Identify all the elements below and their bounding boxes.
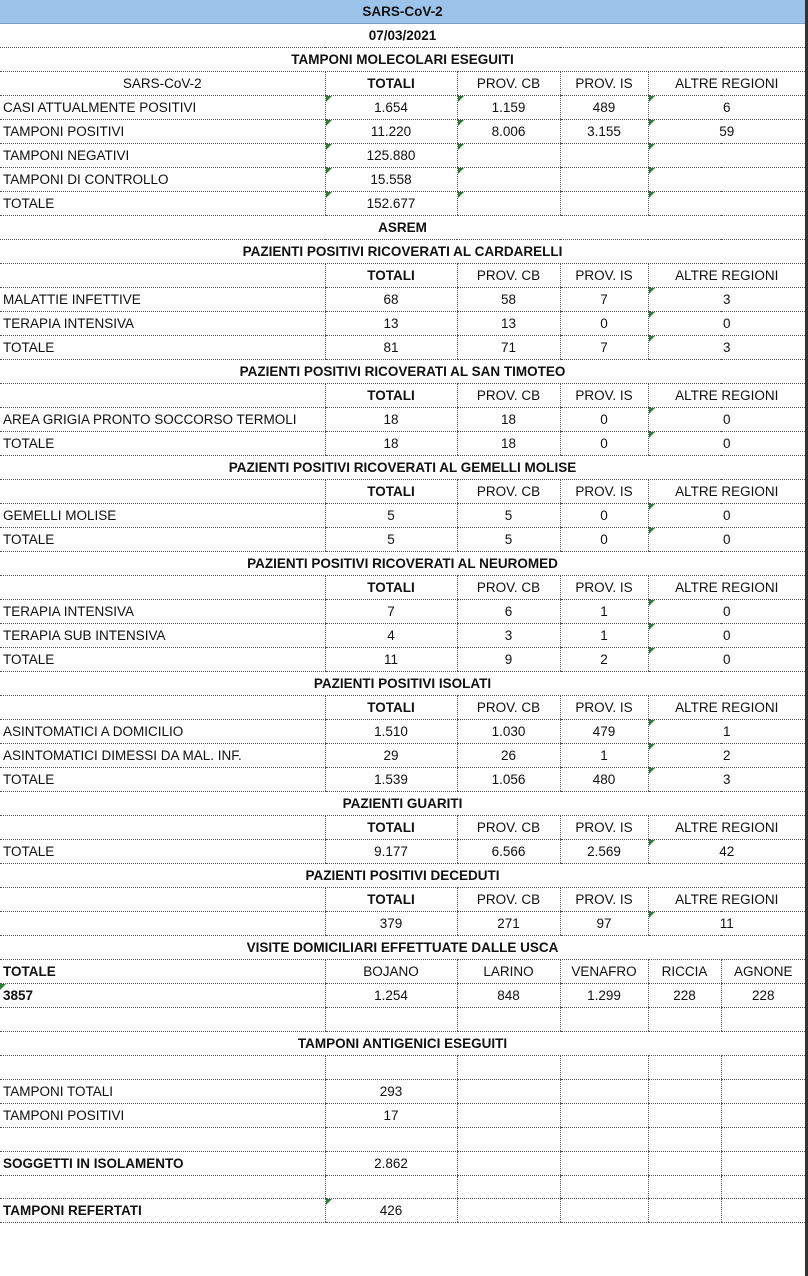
molecular-section-title-cell[interactable]: TAMPONI MOLECOLARI ESEGUITI [0, 48, 805, 72]
empty-cell[interactable] [648, 1008, 721, 1032]
empty-cell[interactable] [721, 1199, 805, 1223]
empty-cell[interactable] [0, 1008, 325, 1032]
gemelli-section-title [0, 456, 805, 480]
empty-cell[interactable] [721, 1175, 805, 1199]
isolati-header-row [0, 696, 805, 720]
row-value[interactable] [457, 168, 560, 192]
usca-section-title-cell[interactable]: VISITE DOMICILIARI EFFETTUATE DALLE USCA [0, 936, 805, 960]
molecular-header-row [0, 72, 805, 96]
usca-header-cell[interactable]: TOTALE [0, 960, 325, 984]
row-label[interactable]: TAMPONI TOTALI [0, 1079, 325, 1103]
row-value[interactable]: 125.880 [325, 144, 457, 168]
row-value[interactable]: 3.155 [560, 120, 648, 144]
row-value[interactable]: 11.220 [325, 120, 457, 144]
table-row [0, 120, 805, 144]
guariti-header-cell[interactable]: TOTALI [325, 816, 457, 840]
usca-row [0, 984, 805, 1008]
table-row [0, 528, 805, 552]
isolati-header-cell[interactable]: PROV. IS [560, 696, 648, 720]
neuromed-header-cell[interactable] [0, 576, 325, 600]
row-value[interactable]: 1 [648, 720, 805, 744]
deceduti-header-row [0, 888, 805, 912]
empty-cell[interactable] [560, 1056, 648, 1080]
empty-cell[interactable] [560, 1175, 648, 1199]
row-value[interactable]: 3 [648, 336, 805, 360]
empty-cell[interactable] [560, 1079, 648, 1103]
empty-cell[interactable] [325, 1008, 457, 1032]
empty-cell[interactable] [457, 1079, 560, 1103]
timoteo-header-cell[interactable]: PROV. CB [457, 384, 560, 408]
row-label[interactable]: TAMPONI POSITIVI [0, 120, 325, 144]
empty-cell[interactable] [457, 1008, 560, 1032]
usca-header-row [0, 960, 805, 984]
report-date [0, 24, 805, 48]
row-value[interactable]: 5 [325, 528, 457, 552]
guariti-header-cell[interactable] [0, 816, 325, 840]
row-value[interactable]: 0 [648, 624, 805, 648]
empty-cell[interactable] [648, 1199, 721, 1223]
usca-section-title [0, 936, 805, 960]
gemelli-header-row [0, 480, 805, 504]
cardarelli-header-cell[interactable] [0, 264, 325, 288]
row-value[interactable]: 5 [457, 504, 560, 528]
empty-cell[interactable] [648, 1175, 721, 1199]
table-row [0, 96, 805, 120]
table-row [0, 600, 805, 624]
row-value[interactable] [457, 192, 560, 216]
row-value[interactable]: 1.539 [325, 768, 457, 792]
asrem-title-cell[interactable]: ASREM [0, 216, 805, 240]
neuromed-header-cell[interactable]: TOTALI [325, 576, 457, 600]
row-value[interactable]: 7 [560, 336, 648, 360]
table-row [0, 288, 805, 312]
row-value[interactable]: 71 [457, 336, 560, 360]
row-value[interactable]: 6 [648, 96, 805, 120]
row-value[interactable]: 479 [560, 720, 648, 744]
empty-row [0, 1127, 805, 1151]
deceduti-header-cell[interactable]: PROV. CB [457, 888, 560, 912]
row-value[interactable]: 293 [325, 1079, 457, 1103]
row-value[interactable]: 13 [457, 312, 560, 336]
row-value[interactable]: 848 [457, 984, 560, 1008]
row-value[interactable]: 17 [325, 1103, 457, 1127]
isolati-header-cell[interactable]: PROV. CB [457, 696, 560, 720]
timoteo-header-cell[interactable] [0, 384, 325, 408]
empty-cell[interactable] [560, 1151, 648, 1175]
row-value[interactable]: 4 [325, 624, 457, 648]
row-value[interactable]: 1.254 [325, 984, 457, 1008]
row-value[interactable]: 3 [457, 624, 560, 648]
deceduti-header-cell[interactable]: PROV. IS [560, 888, 648, 912]
table-row [0, 408, 805, 432]
molecular-header-cell[interactable]: PROV. CB [457, 72, 560, 96]
cardarelli-section-title-cell[interactable]: PAZIENTI POSITIVI RICOVERATI AL CARDARELLI [0, 240, 805, 264]
row-value[interactable]: 1.510 [325, 720, 457, 744]
empty-row [0, 1008, 805, 1032]
cardarelli-header-cell[interactable]: PROV. IS [560, 264, 648, 288]
timoteo-header-row [0, 384, 805, 408]
molecular-header-cell[interactable]: PROV. IS [560, 72, 648, 96]
table-row [0, 336, 805, 360]
table-row [0, 1199, 805, 1223]
empty-cell[interactable] [0, 1056, 325, 1080]
row-value[interactable]: 0 [648, 528, 805, 552]
neuromed-header-row [0, 576, 805, 600]
table-row [0, 840, 805, 864]
row-value[interactable]: 271 [457, 912, 560, 936]
row-value[interactable]: 59 [648, 120, 805, 144]
row-value[interactable]: 0 [648, 504, 805, 528]
empty-cell[interactable] [0, 1175, 325, 1199]
row-label[interactable]: ASINTOMATICI A DOMICILIO [0, 720, 325, 744]
row-label[interactable]: TAMPONI POSITIVI [0, 1103, 325, 1127]
table-row [0, 312, 805, 336]
timoteo-header-cell[interactable]: TOTALI [325, 384, 457, 408]
row-label[interactable]: AREA GRIGIA PRONTO SOCCORSO TERMOLI [0, 408, 325, 432]
empty-cell[interactable] [648, 1056, 721, 1080]
neuromed-section-title [0, 552, 805, 576]
row-value[interactable]: 9 [457, 648, 560, 672]
gemelli-header-cell[interactable] [0, 480, 325, 504]
gemelli-section-title-cell[interactable]: PAZIENTI POSITIVI RICOVERATI AL GEMELLI MOLISE [0, 456, 805, 480]
cardarelli-header-row [0, 264, 805, 288]
guariti-section-title-cell[interactable]: PAZIENTI GUARITI [0, 792, 805, 816]
row-label[interactable]: TERAPIA SUB INTENSIVA [0, 624, 325, 648]
row-value[interactable]: 5 [457, 528, 560, 552]
row-value[interactable]: 7 [325, 600, 457, 624]
usca-header-cell[interactable]: VENAFRO [560, 960, 648, 984]
row-value[interactable] [648, 144, 805, 168]
row-value[interactable]: 1 [560, 624, 648, 648]
row-value[interactable]: 489 [560, 96, 648, 120]
asrem-title [0, 216, 805, 240]
timoteo-section-title [0, 360, 805, 384]
report-date-cell[interactable]: 07/03/2021 [0, 24, 805, 48]
empty-cell[interactable] [457, 1175, 560, 1199]
empty-cell[interactable] [721, 1079, 805, 1103]
row-label[interactable]: TERAPIA INTENSIVA [0, 312, 325, 336]
empty-cell[interactable] [648, 1079, 721, 1103]
row-label[interactable]: TOTALE [0, 768, 325, 792]
row-value[interactable]: 0 [560, 408, 648, 432]
row-value[interactable] [560, 192, 648, 216]
row-value[interactable]: 2.569 [560, 840, 648, 864]
row-value[interactable]: 0 [560, 528, 648, 552]
usca-header-cell[interactable]: RICCIA [648, 960, 721, 984]
row-label[interactable]: TOTALE [0, 432, 325, 456]
row-value[interactable]: 228 [648, 984, 721, 1008]
cardarelli-section-title [0, 240, 805, 264]
gemelli-header-cell[interactable]: ALTRE REGIONI [648, 480, 805, 504]
empty-cell[interactable] [325, 1056, 457, 1080]
empty-cell[interactable] [457, 1056, 560, 1080]
isolati-header-cell[interactable]: ALTRE REGIONI [648, 696, 805, 720]
row-label[interactable]: CASI ATTUALMENTE POSITIVI [0, 96, 325, 120]
row-value[interactable]: 5 [325, 504, 457, 528]
row-value[interactable]: 18 [325, 408, 457, 432]
row-value[interactable]: 2 [560, 648, 648, 672]
molecular-header-cell[interactable]: TOTALI [325, 72, 457, 96]
gemelli-header-cell[interactable]: TOTALI [325, 480, 457, 504]
table-row [0, 1151, 805, 1175]
row-value[interactable]: 6 [457, 600, 560, 624]
row-value[interactable]: 68 [325, 288, 457, 312]
row-value[interactable]: 58 [457, 288, 560, 312]
guariti-header-cell[interactable]: ALTRE REGIONI [648, 816, 805, 840]
table-row [0, 504, 805, 528]
empty-cell[interactable] [0, 1127, 325, 1151]
row-value[interactable]: 97 [560, 912, 648, 936]
row-value[interactable] [648, 192, 805, 216]
empty-cell[interactable] [325, 1175, 457, 1199]
usca-header-cell[interactable]: AGNONE [721, 960, 805, 984]
table-row [0, 432, 805, 456]
row-label[interactable]: TOTALE [0, 648, 325, 672]
page-title-cell[interactable]: SARS-CoV-2 [0, 0, 805, 24]
row-value[interactable] [457, 144, 560, 168]
row-value[interactable] [560, 144, 648, 168]
row-value[interactable]: 3 [648, 768, 805, 792]
antigenici-section-title [0, 1032, 805, 1056]
row-label[interactable] [0, 912, 325, 936]
row-value[interactable]: 0 [648, 648, 805, 672]
row-value[interactable]: 42 [648, 840, 805, 864]
row-value[interactable]: 379 [325, 912, 457, 936]
empty-cell[interactable] [721, 1056, 805, 1080]
empty-cell[interactable] [457, 1103, 560, 1127]
antigenici-section-title-cell[interactable]: TAMPONI ANTIGENICI ESEGUITI [0, 1032, 805, 1056]
row-value[interactable]: 13 [325, 312, 457, 336]
guariti-section-title [0, 792, 805, 816]
row-value[interactable]: 426 [325, 1199, 457, 1223]
table-row [0, 1103, 805, 1127]
row-value[interactable]: 18 [457, 432, 560, 456]
row-value[interactable]: 11 [648, 912, 805, 936]
isolati-section-title [0, 672, 805, 696]
row-label[interactable]: GEMELLI MOLISE [0, 504, 325, 528]
deceduti-header-cell[interactable] [0, 888, 325, 912]
table-row [0, 168, 805, 192]
neuromed-header-cell[interactable]: ALTRE REGIONI [648, 576, 805, 600]
row-value[interactable]: 18 [457, 408, 560, 432]
empty-cell[interactable] [648, 1103, 721, 1127]
gemelli-header-cell[interactable]: PROV. CB [457, 480, 560, 504]
row-value[interactable]: 1 [560, 600, 648, 624]
table-row [0, 144, 805, 168]
row-value[interactable]: 0 [648, 432, 805, 456]
row-label[interactable]: TAMPONI DI CONTROLLO [0, 168, 325, 192]
row-value[interactable]: 9.177 [325, 840, 457, 864]
molecular-header-cell[interactable]: ALTRE REGIONI [648, 72, 805, 96]
row-value[interactable]: 7 [560, 288, 648, 312]
row-label[interactable]: ASINTOMATICI DIMESSI DA MAL. INF. [0, 744, 325, 768]
row-value[interactable]: 1.159 [457, 96, 560, 120]
row-value[interactable]: 29 [325, 744, 457, 768]
isolati-section-title-cell[interactable]: PAZIENTI POSITIVI ISOLATI [0, 672, 805, 696]
usca-header-cell[interactable]: BOJANO [325, 960, 457, 984]
timoteo-header-cell[interactable]: PROV. IS [560, 384, 648, 408]
empty-row [0, 1056, 805, 1080]
row-label[interactable]: TOTALE [0, 528, 325, 552]
empty-cell[interactable] [457, 1127, 560, 1151]
row-label[interactable]: TOTALE [0, 336, 325, 360]
row-value[interactable]: 0 [648, 408, 805, 432]
row-value[interactable]: 152.677 [325, 192, 457, 216]
timoteo-header-cell[interactable]: ALTRE REGIONI [648, 384, 805, 408]
molecular-section-title [0, 48, 805, 72]
table-row [0, 648, 805, 672]
row-label[interactable]: TAMPONI NEGATIVI [0, 144, 325, 168]
neuromed-header-cell[interactable]: PROV. IS [560, 576, 648, 600]
table-row [0, 744, 805, 768]
isolati-header-cell[interactable]: TOTALI [325, 696, 457, 720]
guariti-header-row [0, 816, 805, 840]
row-value[interactable] [560, 168, 648, 192]
timoteo-section-title-cell[interactable]: PAZIENTI POSITIVI RICOVERATI AL SAN TIMOTEO [0, 360, 805, 384]
row-value[interactable]: 1.056 [457, 768, 560, 792]
cardarelli-header-cell[interactable]: ALTRE REGIONI [648, 264, 805, 288]
empty-cell[interactable] [560, 1103, 648, 1127]
empty-cell[interactable] [560, 1008, 648, 1032]
row-value[interactable]: 228 [721, 984, 805, 1008]
row-value[interactable] [648, 168, 805, 192]
neuromed-header-cell[interactable]: PROV. CB [457, 576, 560, 600]
empty-cell[interactable] [648, 1151, 721, 1175]
isolati-header-cell[interactable] [0, 696, 325, 720]
row-value[interactable]: 0 [648, 600, 805, 624]
row-value[interactable]: 480 [560, 768, 648, 792]
row-value[interactable]: 0 [648, 312, 805, 336]
molecular-header-cell[interactable]: SARS-CoV-2 [0, 72, 325, 96]
cardarelli-header-cell[interactable]: PROV. CB [457, 264, 560, 288]
page-title [0, 0, 805, 24]
deceduti-section-title-cell[interactable]: PAZIENTI POSITIVI DECEDUTI [0, 864, 805, 888]
cardarelli-header-cell[interactable]: TOTALI [325, 264, 457, 288]
table-row [0, 720, 805, 744]
table-row [0, 624, 805, 648]
usca-header-cell[interactable]: LARINO [457, 960, 560, 984]
neuromed-section-title-cell[interactable]: PAZIENTI POSITIVI RICOVERATI AL NEUROMED [0, 552, 805, 576]
row-value[interactable]: 81 [325, 336, 457, 360]
table-row [0, 192, 805, 216]
row-value[interactable]: 0 [560, 504, 648, 528]
empty-cell[interactable] [560, 1127, 648, 1151]
empty-cell[interactable] [721, 1151, 805, 1175]
row-label[interactable]: TOTALE [0, 192, 325, 216]
empty-cell[interactable] [721, 1103, 805, 1127]
row-value[interactable]: 1.299 [560, 984, 648, 1008]
row-value[interactable]: 26 [457, 744, 560, 768]
row-value[interactable]: 8.006 [457, 120, 560, 144]
deceduti-section-title [0, 864, 805, 888]
row-value[interactable]: 2.862 [325, 1151, 457, 1175]
row-value[interactable]: 1.654 [325, 96, 457, 120]
row-value[interactable]: 0 [560, 312, 648, 336]
empty-cell[interactable] [457, 1151, 560, 1175]
empty-cell[interactable] [560, 1199, 648, 1223]
row-value[interactable]: 1 [560, 744, 648, 768]
empty-cell[interactable] [721, 1127, 805, 1151]
gemelli-header-cell[interactable]: PROV. IS [560, 480, 648, 504]
deceduti-header-cell[interactable]: ALTRE REGIONI [648, 888, 805, 912]
row-value[interactable]: 11 [325, 648, 457, 672]
empty-cell[interactable] [325, 1127, 457, 1151]
row-value[interactable]: 0 [560, 432, 648, 456]
row-value[interactable]: 1.030 [457, 720, 560, 744]
table-row [0, 1079, 805, 1103]
guariti-header-cell[interactable]: PROV. IS [560, 816, 648, 840]
row-value[interactable]: 3 [648, 288, 805, 312]
row-label[interactable]: TAMPONI REFERTATI [0, 1199, 325, 1223]
guariti-header-cell[interactable]: PROV. CB [457, 816, 560, 840]
row-value[interactable]: 2 [648, 744, 805, 768]
deceduti-header-cell[interactable]: TOTALI [325, 888, 457, 912]
row-value[interactable]: 15.558 [325, 168, 457, 192]
empty-cell[interactable] [721, 1008, 805, 1032]
row-value[interactable]: 18 [325, 432, 457, 456]
row-label[interactable]: SOGGETTI IN ISOLAMENTO [0, 1151, 325, 1175]
table-row [0, 912, 805, 936]
table-row [0, 768, 805, 792]
row-label[interactable]: TERAPIA INTENSIVA [0, 600, 325, 624]
usca-total[interactable]: 3857 [0, 984, 325, 1008]
row-label[interactable]: TOTALE [0, 840, 325, 864]
empty-cell[interactable] [457, 1199, 560, 1223]
row-label[interactable]: MALATTIE INFETTIVE [0, 288, 325, 312]
empty-cell[interactable] [648, 1127, 721, 1151]
empty-row [0, 1175, 805, 1199]
row-value[interactable]: 6.566 [457, 840, 560, 864]
